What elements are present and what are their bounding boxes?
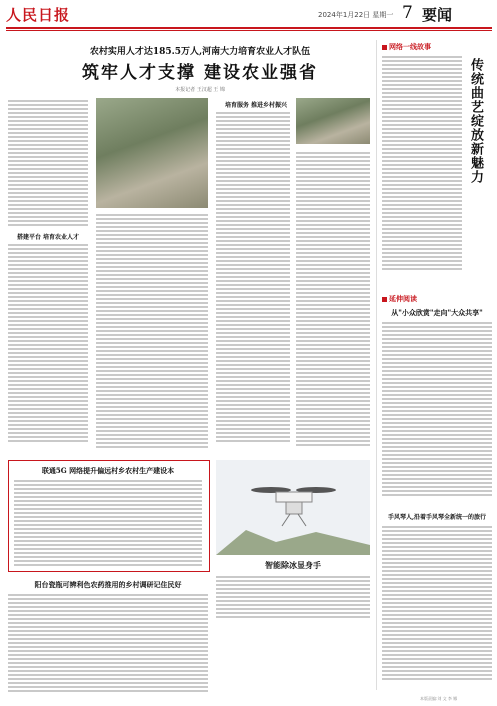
section-heading-talent: 搭建平台 培育农业人才: [16, 234, 80, 241]
lead-photo-farmers: [96, 98, 208, 208]
lead-byline: 本报记者 王汉超 王 锦: [175, 87, 225, 93]
issue-date: 2024年1月22日 星期一: [318, 11, 394, 19]
section-name: 要闻: [422, 6, 453, 24]
box-2-text: [8, 592, 208, 692]
right-column-label-1: [382, 42, 492, 52]
section-heading-platform: 培育服务 推进乡村振兴: [224, 102, 288, 109]
drone-caption-text: [216, 574, 370, 684]
lead-text-column-4: [296, 150, 370, 450]
lead-text-column-1: [8, 98, 88, 228]
box-5g-title: 联通5G 网络提升偏远村乡农村生产建设本: [41, 466, 175, 475]
lead-subhead: 农村实用人才达185.5万人,河南大力培育农业人才队伍: [89, 47, 311, 57]
lead-headline: 筑牢人才支撑 建设农业强省: [82, 63, 318, 83]
drone-caption: 智能除冰显身手: [265, 560, 321, 570]
right-article-3-headline: 手风琴人,沿着手风琴全新统一的旅行: [387, 514, 487, 521]
page-number: 7: [402, 3, 413, 23]
square-bullet-icon: [382, 297, 387, 302]
page-footer: 本版责编:刘 文 李 娜: [420, 696, 458, 701]
box-2-title: 阳台瓷瓶可辨利色农药推用的乡村调研记住民好: [34, 580, 182, 589]
masthead-rule: [6, 27, 492, 29]
right-article-2-headline: 从"小众欣赏"走向"大众共享": [391, 308, 483, 317]
drone-icon: [216, 460, 370, 555]
right-article-1-text: [382, 54, 462, 274]
column-divider: [376, 40, 377, 690]
right-column-label-2: [382, 294, 492, 304]
drone-photo: [216, 460, 370, 555]
lead-text-column-3: [216, 110, 290, 450]
lead-photo-2: [296, 98, 370, 144]
masthead-rule-thin: [6, 30, 492, 31]
lead-text-column-1b: [8, 242, 88, 447]
right-column-label-2-text: 延伸阅读: [389, 294, 417, 303]
lead-text-column-2: [96, 212, 208, 452]
right-article-2-text: [382, 320, 492, 500]
right-article-3-text: [382, 524, 492, 684]
right-column-label-1-text: 网络一线故事: [389, 42, 431, 51]
box-5g-text: [14, 478, 202, 566]
newspaper-logo: 人民日报: [6, 6, 71, 24]
right-vertical-title: 传统曲艺绽放新魅力: [468, 58, 483, 184]
square-bullet-icon: [382, 45, 387, 50]
